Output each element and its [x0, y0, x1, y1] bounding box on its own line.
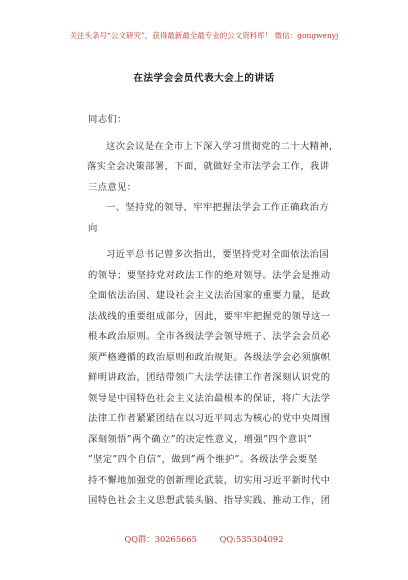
paragraph-line: 领导是中国特色社会主义法治最根本的保证，将广大法学	[88, 392, 331, 404]
paragraph-line: 习近平总书记曾多次指出，要坚持党对全面依法治国	[106, 249, 330, 260]
paragraph-line: 三点意见：	[88, 181, 137, 193]
paragraph-line: 法律工作者紧紧团结在以习近平同志为核心的党中央周围	[88, 413, 331, 424]
paragraph-line: 这次会议是在全市上下深入学习贯彻党的二十大精神，	[106, 140, 339, 152]
paragraph-line: 落实全会决策部署，下面，就做好全市法学会工作，我讲	[87, 161, 330, 172]
paragraph-line: 鲜明讲政治，团结带领广大法学法律工作者深刻认识党的	[88, 372, 331, 383]
paragraph-line: 根本政治原则。全市各级法学会领导班子、法学会会员必	[88, 331, 331, 342]
section-heading-line: 一、坚持党的领导，牢牢把握法学会工作正确政治方	[106, 202, 330, 213]
paragraph-line: 须严格遵循的政治原则和政治规矩。各级法学会必须旗帜	[88, 351, 331, 363]
header-note: 关注头条号“公文研究”，获得最新最全最专业的公文资料库！ 微信：gongwenyj	[69, 31, 339, 40]
section-heading-line: 向	[88, 222, 98, 234]
footer-contact	[0, 533, 408, 545]
document-body	[88, 110, 356, 512]
document-title: 在法学会会员代表大会上的讲话	[133, 73, 275, 84]
paragraph-line: 全面依法治国、建设社会主义法治国家的重要力量，是政	[88, 290, 331, 301]
paragraph-line: 深刻领悟”两个确立”的决定性意义，增强”四个意识”	[88, 433, 313, 445]
paragraph-line: ”坚定”四个自信”，做到”两个维护”。各级法学会要坚	[88, 454, 318, 465]
paragraph-line: 的领导；要坚持党对政法工作的绝对领导。法学会是推动	[88, 269, 331, 281]
paragraph-line: 法战线的重要组成部分，因此，要牢牢把握党的领导这一	[88, 310, 331, 322]
paragraph-line: 持不懈地加强党的创新理论武装，切实用习近平新时代中	[88, 474, 331, 486]
footer-qq-group: QQ群：30265665	[124, 534, 197, 544]
paragraph-line: 国特色社会主义思想武装头脑、指导实践、推动工作，团	[88, 495, 331, 506]
footer-qq-number: QQ:535304092	[219, 534, 284, 544]
salutation-line: 同志们：	[88, 114, 127, 125]
